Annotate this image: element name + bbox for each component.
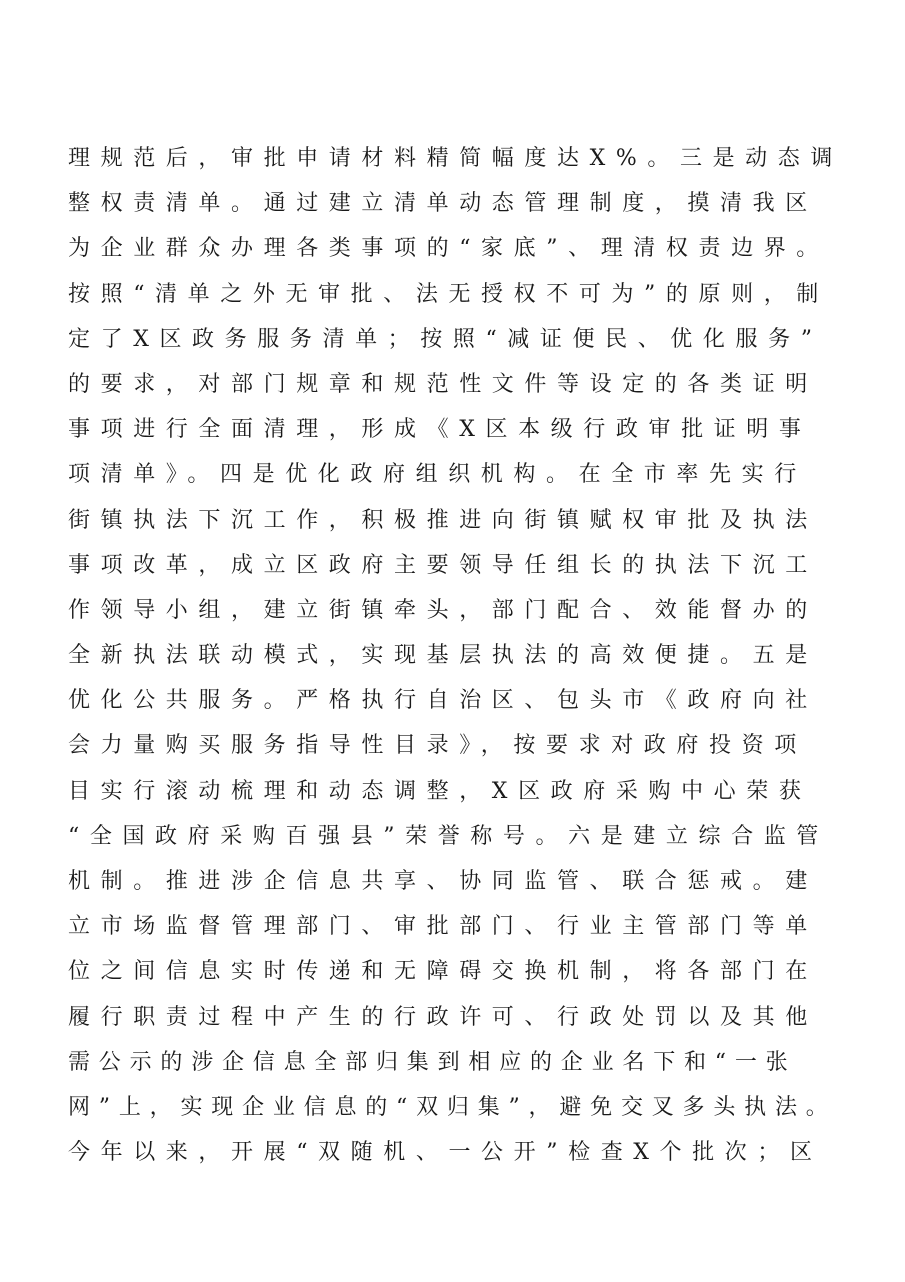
text-line: 全新执法联动模式，实现基层执法的高效便捷。五是 (68, 643, 818, 669)
text-line: 网”上，实现企业信息的“双归集”，避免交叉多头执法。 (68, 1094, 837, 1120)
text-line: 为企业群众办理各类事项的“家底”、理清权责边界。 (68, 236, 829, 262)
text-line: 事项进行全面清理，形成《X区本级行政审批证明事 (68, 417, 812, 443)
body-text (68, 136, 868, 1175)
text-line: 履行职责过程中产生的行政许可、行政处罚以及其他 (68, 1004, 818, 1030)
text-line: 作领导小组，建立街镇牵头，部门配合、效能督办的 (68, 597, 818, 623)
text-line: 整权责清单。通过建立清单动态管理制度，摸清我区 (68, 191, 818, 217)
text-line: “全国政府采购百强县”荣誉称号。六是建立综合监管 (68, 823, 829, 849)
text-line: 街镇执法下沉工作，积极推进向街镇赋权审批及执法 (68, 507, 818, 533)
text-line: 优化公共服务。严格执行自治区、包头市《政府向社 (68, 688, 818, 714)
text-line: 的要求，对部门规章和规范性文件等设定的各类证明 (68, 371, 818, 397)
text-line: 今年以来，开展“双随机、一公开”检查X个批次；区 (68, 1140, 823, 1166)
text-line: 目实行滚动梳理和动态调整，X区政府采购中心荣获 (68, 778, 812, 804)
text-line: 立市场监督管理部门、审批部门、行业主管部门等单 (68, 914, 818, 940)
text-line: 理规范后，审批申请材料精简幅度达X%。三是动态调 (68, 146, 843, 171)
text-line: 机制。推进涉企信息共享、协同监管、联合惩戒。建 (68, 869, 818, 894)
text-line: 按照“清单之外无审批、法无授权不可为”的原则，制 (68, 281, 829, 307)
text-line: 需公示的涉企信息全部归集到相应的企业名下和“一张 (68, 1049, 797, 1075)
text-line: 事项改革，成立区政府主要领导任组长的执法下沉工 (68, 552, 818, 578)
text-line: 定了X区政务服务清单；按照“减证便民、优化服务” (68, 326, 823, 352)
text-line: 位之间信息实时传递和无障碍交换机制，将各部门在 (68, 959, 818, 985)
text-line: 项清单》。四是优化政府组织机构。在全市率先实行 (68, 462, 807, 488)
text-line: 会力量购买服务指导性目录》，按要求对政府投资项 (68, 733, 807, 759)
